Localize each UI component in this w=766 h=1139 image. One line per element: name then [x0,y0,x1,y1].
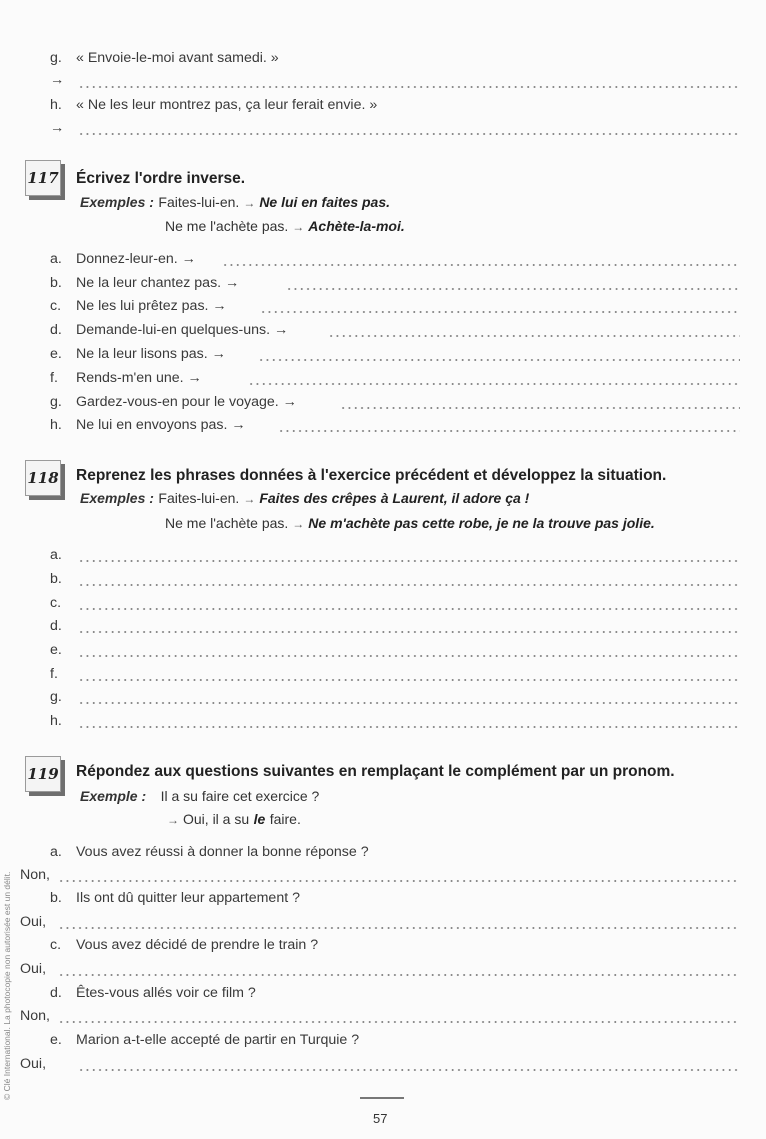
answer-line[interactable] [78,608,740,610]
exercise-title: Écrivez l'ordre inverse. [76,170,246,187]
question-item [50,844,369,860]
item-question: Ils ont dû quitter leur appartement ? [76,890,300,906]
exercise-number-badge: 117 [25,160,61,196]
answer-line[interactable] [78,679,740,681]
item-letter: c. [50,937,62,953]
item-letter: c. [50,298,62,314]
example-row [80,788,319,806]
item-text: Ne lui en envoyons pas. → [76,417,246,433]
answer-line[interactable] [58,927,740,929]
example-answer: Oui, il a su [183,811,250,827]
list-item [50,298,227,314]
arrow-icon: → [167,813,179,827]
answer-line[interactable] [78,702,740,704]
question-item [50,937,318,953]
arrow-icon: → [292,220,305,234]
example-row [80,194,390,212]
example-answer: Ne lui en faites pas. [259,194,391,210]
answer-line[interactable] [58,880,740,882]
item-text: Ne la leur lisons pas. → [76,346,226,362]
item-letter: d. [50,985,62,1001]
example-row [163,811,301,829]
example-row [80,490,529,508]
answer-start: Non, [20,1008,50,1024]
example-answer-end: faire. [269,811,301,827]
answer-line[interactable] [278,430,740,432]
item-text: Ne les lui prêtez pas. → [76,298,227,314]
top-item-g [50,50,279,66]
example-row [165,218,405,236]
example-answer: Achète-la-moi. [308,218,405,234]
list-item [50,322,288,338]
answer-line[interactable] [222,264,740,266]
page-number: 57 [373,1111,388,1126]
answer-line[interactable] [258,359,740,361]
answer-start: Oui, [20,1056,47,1072]
example-question: Faites-lui-en. [158,490,240,506]
item-text: Demande-lui-en quelques-uns. → [76,322,289,338]
answer-line[interactable] [58,974,740,976]
list-item [50,417,246,433]
answer-line[interactable] [328,335,740,337]
answer-letter: a. [50,547,62,563]
copyright-note: © Clé International. La photocopie non autorisée est un délit. [2,871,12,1100]
answer-arrow: → [50,120,65,136]
item-letter: e. [50,1032,62,1048]
list-item [50,346,226,362]
answer-line[interactable] [248,383,740,385]
item-letter: g. [50,50,62,66]
answer-start: Oui, [20,961,47,977]
item-letter: b. [50,890,62,906]
item-text: « Envoie-le-moi avant samedi. » [76,50,279,66]
item-text: Rends-m'en une. → [76,370,202,386]
answer-line[interactable] [78,1069,740,1071]
arrow-icon: → [243,196,256,210]
example-answer: Faites des crêpes à Laurent, il adore ça ! [259,490,530,506]
item-text: « Ne les leur montrez pas, ça leur ferait envie. » [76,97,378,113]
examples-label: Exemples : [80,194,154,210]
answer-letter: d. [50,618,62,634]
example-question: Ne me l'achète pas. [165,218,289,234]
example-question: Faites-lui-en. [158,194,240,210]
list-item [50,275,239,291]
answer-arrow: → [50,72,65,88]
item-question: Êtes-vous allés voir ce film ? [76,985,256,1001]
answer-line[interactable] [78,86,740,88]
answer-letter: e. [50,642,62,658]
answer-start: Oui, [20,914,47,930]
exercise-number-badge: 119 [25,756,61,792]
answer-letter: c. [50,595,62,611]
example-row [165,515,655,533]
answer-line[interactable] [78,560,740,562]
answer-line[interactable] [78,133,740,135]
answer-letter: g. [50,689,62,705]
item-question: Marion a-t-elle accepté de partir en Turquie ? [76,1032,360,1048]
list-item [50,251,196,267]
item-letter: h. [50,97,62,113]
example-question: Ne me l'achète pas. [165,515,289,531]
question-item [50,985,256,1001]
example-answer: Ne m'achète pas cette robe, je ne la trouve pas jolie. [308,515,655,531]
item-letter: g. [50,394,62,410]
answer-line[interactable] [78,726,740,728]
item-letter: e. [50,346,62,362]
item-text: Donnez-leur-en. → [76,251,196,267]
item-letter: d. [50,322,62,338]
answer-line[interactable] [286,288,740,290]
page-number-bar [360,1097,404,1099]
answer-letter: b. [50,571,62,587]
exercise-number-badge: 118 [25,460,61,496]
answer-line[interactable] [78,655,740,657]
answer-line[interactable] [58,1021,740,1023]
question-item [50,890,300,906]
arrow-icon: → [292,517,305,531]
answer-letter: h. [50,713,62,729]
item-question: Vous avez réussi à donner la bonne réponse ? [76,844,369,860]
item-letter: f. [50,370,58,386]
arrow-icon: → [243,492,256,506]
answer-line[interactable] [260,311,740,313]
item-text: Ne la leur chantez pas. → [76,275,240,291]
answer-line[interactable] [340,407,740,409]
item-text: Gardez-vous-en pour le voyage. → [76,394,297,410]
item-letter: a. [50,844,62,860]
exercise-title: Répondez aux questions suivantes en remplaçant le complément par un pronom. [76,763,675,780]
answer-line[interactable] [78,631,740,633]
item-letter: b. [50,275,62,291]
item-question: Vous avez décidé de prendre le train ? [76,937,319,953]
example-question: Il a su faire cet exercice ? [160,788,320,804]
answer-line[interactable] [78,584,740,586]
answer-start: Non, [20,867,50,883]
list-item [50,370,202,386]
item-letter: h. [50,417,62,433]
answer-letter: f. [50,666,58,682]
item-letter: a. [50,251,62,267]
example-label: Exemple : [80,788,147,804]
list-item [50,394,297,410]
exercise-title: Reprenez les phrases données à l'exercice précédent et développez la situation. [76,467,667,484]
examples-label: Exemples : [80,490,154,506]
top-item-h [50,97,377,113]
question-item [50,1032,359,1048]
example-pronoun: le [253,811,266,827]
